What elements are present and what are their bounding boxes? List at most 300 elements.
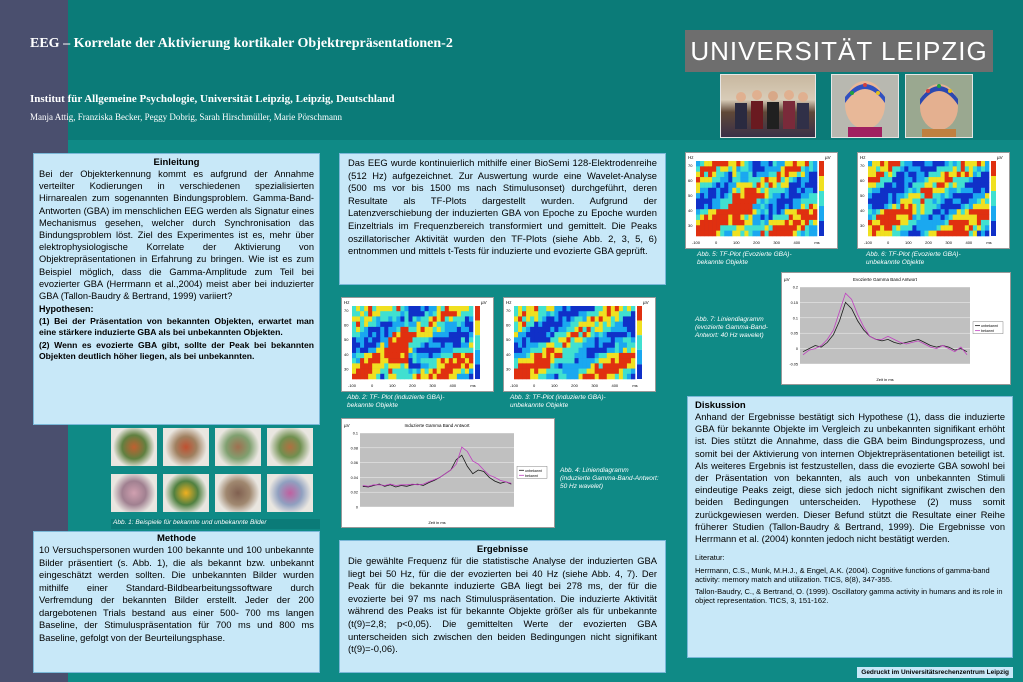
tf-cell: [575, 316, 579, 322]
tf-cell: [949, 199, 953, 205]
tf-ytick: 40: [506, 351, 511, 357]
tf-cell: [801, 220, 805, 226]
tf-cell: [892, 182, 896, 188]
tf-cell: [599, 311, 603, 317]
tf-cell: [392, 358, 396, 364]
tf-colorbar-step: [475, 350, 480, 365]
tf-cell: [736, 188, 740, 194]
tf-cell: [433, 343, 437, 349]
tf-cell: [797, 161, 801, 167]
tf-cell: [929, 161, 933, 167]
tf-cell: [603, 343, 607, 349]
tf-cell: [872, 199, 876, 205]
tf-cell: [892, 209, 896, 215]
tf-cell: [364, 369, 368, 375]
tf-cell: [704, 172, 708, 178]
tf-cell: [965, 166, 969, 172]
tf-cell: [793, 220, 797, 226]
tf-cell: [892, 166, 896, 172]
tf-cell: [704, 188, 708, 194]
tf-cell: [949, 215, 953, 221]
tf-cell: [425, 332, 429, 338]
tf-cell: [785, 225, 789, 231]
tf-cell: [813, 172, 817, 178]
tf-cell: [429, 322, 433, 328]
tf-cell: [372, 353, 376, 359]
tf-cell: [933, 215, 937, 221]
tf-cell: [591, 311, 595, 317]
tf-cell: [356, 353, 360, 359]
tf-cell: [720, 188, 724, 194]
tf-cell: [813, 188, 817, 194]
tf-cell: [408, 353, 412, 359]
tf-cell: [769, 166, 773, 172]
chart-ytick: 0.02: [350, 490, 358, 495]
tf-cell: [570, 332, 574, 338]
tf-cell: [728, 209, 732, 215]
tf-cell: [554, 348, 558, 354]
tf-cell: [781, 161, 785, 167]
tf-cell: [973, 161, 977, 167]
tf-cell: [413, 369, 417, 375]
tf-cell: [813, 204, 817, 210]
tf-cell: [957, 225, 961, 231]
tf-cell: [896, 182, 900, 188]
tf-cell: [396, 311, 400, 317]
tf-cell: [813, 220, 817, 226]
tf-cell: [384, 363, 388, 369]
tf-cell: [627, 348, 631, 354]
tf-cell: [945, 209, 949, 215]
tf-cell: [880, 199, 884, 205]
diskussion-title: Diskussion: [695, 400, 746, 411]
tf-cell: [900, 199, 904, 205]
tf-cell: [433, 316, 437, 322]
tf-cell: [392, 348, 396, 354]
tf-cell: [453, 348, 457, 354]
tf-cell: [522, 322, 526, 328]
tf-cell: [404, 306, 408, 312]
tf-cell: [518, 353, 522, 359]
tf-cell: [961, 209, 965, 215]
tf-colorbar-step: [819, 191, 824, 206]
chart-title: Induzierte Gamma Band Antwort: [404, 423, 470, 428]
tf-cell: [437, 306, 441, 312]
tf-cell: [457, 332, 461, 338]
tf-cell: [530, 316, 534, 322]
tf-cell: [591, 306, 595, 312]
tf-cell: [437, 358, 441, 364]
tf-cell: [421, 374, 425, 380]
tf-cell: [973, 215, 977, 221]
tf-cell: [752, 209, 756, 215]
tf-cell: [876, 225, 880, 231]
tf-cell: [868, 209, 872, 215]
tf-ytick: 60: [688, 178, 693, 183]
tf-cell: [765, 220, 769, 226]
tf-cell: [417, 374, 421, 380]
tf-cell: [445, 316, 449, 322]
tf-cell: [700, 215, 704, 221]
tf-cell: [969, 188, 973, 194]
tf-cell: [977, 204, 981, 210]
tf-cell: [587, 374, 591, 380]
tf-cell: [704, 204, 708, 210]
group-photo-figures: [721, 75, 815, 137]
tf-cell: [449, 332, 453, 338]
tf-cell: [797, 225, 801, 231]
tf-cell: [789, 209, 793, 215]
tf-cell: [929, 172, 933, 178]
tf-plot-fig5-svg: [686, 153, 837, 248]
tf-cell: [765, 182, 769, 188]
tf-cell: [724, 193, 728, 199]
tf-cell: [352, 358, 356, 364]
tf-cell: [724, 166, 728, 172]
tf-cell: [611, 337, 615, 343]
tf-cell: [429, 353, 433, 359]
tf-cell: [595, 374, 599, 380]
tf-cell: [777, 204, 781, 210]
tf-cell: [724, 231, 728, 237]
tf-cell: [352, 316, 356, 322]
tf-cell: [716, 161, 720, 167]
tf-cell: [748, 188, 752, 194]
tf-cell: [449, 374, 453, 380]
tf-cell: [941, 231, 945, 237]
tf-cell: [973, 220, 977, 226]
tf-cell: [437, 363, 441, 369]
tf-cell: [912, 177, 916, 183]
tf-cell: [888, 220, 892, 226]
tf-cell: [904, 166, 908, 172]
tf-cell: [813, 209, 817, 215]
tf-cell: [538, 374, 542, 380]
tf-cell: [465, 322, 469, 328]
tf-cell: [396, 369, 400, 375]
tf-xtick: 0: [715, 240, 718, 245]
tf-cell: [920, 172, 924, 178]
tf-cell: [627, 353, 631, 359]
tf-cell: [892, 193, 896, 199]
authors-line: Manja Attig, Franziska Becker, Peggy Dobrig, Sarah Hirschmüller, Marie Pörschmann: [30, 112, 342, 122]
tf-cell: [542, 332, 546, 338]
tf-cell: [793, 166, 797, 172]
tf-cell: [880, 166, 884, 172]
tf-cell: [973, 193, 977, 199]
tf-cell: [949, 220, 953, 226]
tf-cell: [449, 322, 453, 328]
tf-cell: [900, 215, 904, 221]
tf-cell: [595, 348, 599, 354]
tf-cell: [920, 199, 924, 205]
chart-legend: [973, 322, 1003, 334]
tf-cell: [441, 332, 445, 338]
tf-cell: [765, 193, 769, 199]
tf-cell: [591, 358, 595, 364]
tf-cell: [546, 327, 550, 333]
tf-cell: [627, 332, 631, 338]
tf-cell: [797, 193, 801, 199]
tf-cell: [797, 172, 801, 178]
tf-cell: [941, 209, 945, 215]
tf-cell: [941, 188, 945, 194]
tf-cell: [530, 348, 534, 354]
tf-cell: [522, 316, 526, 322]
chart-x-label: Zeit in ms: [876, 377, 894, 382]
tf-cell: [579, 332, 583, 338]
tf-cell: [364, 343, 368, 349]
tf-cell: [740, 220, 744, 226]
tf-cell: [558, 311, 562, 317]
reference-2: Tallon-Baudry, C., & Bertrand, O. (1999). Oscillatory gamma activity in humans and its role in object representation. TICS, 3, 151-162.: [695, 586, 1003, 606]
einleitung-title: Einleitung: [153, 157, 200, 168]
tf-cell: [916, 182, 920, 188]
tf-cell: [437, 369, 441, 375]
tf-cell: [781, 209, 785, 215]
tf-cell: [554, 311, 558, 317]
tf-cell: [352, 327, 356, 333]
tf-cell: [732, 209, 736, 215]
eeg-cap-figure-2: [906, 75, 972, 137]
tf-cell: [408, 306, 412, 312]
tf-cell: [813, 199, 817, 205]
tf-cell: [805, 182, 809, 188]
tf-cell: [908, 188, 912, 194]
tf-cell: [880, 177, 884, 183]
tf-cell: [712, 209, 716, 215]
tf-cell: [445, 353, 449, 359]
tf-cell: [360, 316, 364, 322]
tf-cell: [384, 327, 388, 333]
tf-cell: [813, 182, 817, 188]
tf-cell: [900, 231, 904, 237]
tf-cell: [607, 322, 611, 328]
tf-cell: [708, 204, 712, 210]
tf-cell: [924, 193, 928, 199]
tf-cell: [441, 374, 445, 380]
tf-cell: [599, 327, 603, 333]
tf-cell: [356, 348, 360, 354]
tf-cell: [900, 177, 904, 183]
tf-cell: [957, 182, 961, 188]
tf-cell: [769, 231, 773, 237]
tf-cell: [736, 182, 740, 188]
tf-cell: [941, 215, 945, 221]
tf-cell: [627, 327, 631, 333]
tf-cell: [945, 220, 949, 226]
tf-cell: [550, 311, 554, 317]
tf-cell: [465, 332, 469, 338]
tf-cell: [453, 316, 457, 322]
tf-cell: [380, 337, 384, 343]
tf-cell: [929, 204, 933, 210]
tf-cell: [457, 322, 461, 328]
tf-cell: [421, 337, 425, 343]
tf-cell: [631, 316, 635, 322]
tf-cell: [757, 220, 761, 226]
tf-cell: [809, 220, 813, 226]
tf-cell: [550, 337, 554, 343]
tf-cell: [384, 306, 388, 312]
tf-cell: [949, 166, 953, 172]
tf-cell: [748, 166, 752, 172]
tf-cell: [554, 369, 558, 375]
tf-cell: [595, 353, 599, 359]
tf-cell: [566, 353, 570, 359]
tf-cell: [716, 225, 720, 231]
tf-cell: [558, 363, 562, 369]
tf-cell: [421, 322, 425, 328]
tf-cell: [579, 369, 583, 375]
tf-cell: [716, 172, 720, 178]
tf-cell: [736, 172, 740, 178]
tf-cell: [595, 332, 599, 338]
tf-cell: [700, 166, 704, 172]
tf-ytick: 40: [860, 208, 865, 213]
tf-cell: [404, 311, 408, 317]
tf-cell: [868, 225, 872, 231]
tf-cell: [388, 374, 392, 380]
tf-cell: [623, 322, 627, 328]
tf-cell: [953, 161, 957, 167]
tf-cell: [461, 332, 465, 338]
tf-cell: [360, 332, 364, 338]
tf-cell: [892, 220, 896, 226]
tf-cell: [708, 161, 712, 167]
tf-cell: [530, 343, 534, 349]
tf-cell: [748, 199, 752, 205]
tf-cell: [469, 322, 473, 328]
tf-cell: [562, 358, 566, 364]
tf-cell: [380, 322, 384, 328]
tf-cell: [785, 166, 789, 172]
tf-cell: [961, 231, 965, 237]
tf-cell: [372, 316, 376, 322]
tf-cell: [736, 215, 740, 221]
tf-cell: [924, 188, 928, 194]
tf-cell: [973, 182, 977, 188]
tf-cell: [623, 358, 627, 364]
tf-cell: [896, 188, 900, 194]
tf-cell: [961, 204, 965, 210]
tf-cell: [583, 363, 587, 369]
chart-y-label: µV: [784, 277, 790, 282]
diskussion-box: [687, 396, 1013, 658]
tf-cell: [396, 322, 400, 328]
tf-cell: [937, 177, 941, 183]
tf-cell: [437, 353, 441, 359]
tf-cell: [457, 348, 461, 354]
tf-cell: [437, 374, 441, 380]
tf-cell: [868, 193, 872, 199]
tf-cell: [868, 161, 872, 167]
tf-cell: [941, 177, 945, 183]
tf-cell: [809, 209, 813, 215]
tf-cell: [868, 166, 872, 172]
tf-cell: [872, 225, 876, 231]
tf-cell: [627, 306, 631, 312]
tf-cell: [809, 204, 813, 210]
tf-cell: [360, 374, 364, 380]
tf-cell: [554, 353, 558, 359]
tf-cell: [961, 172, 965, 178]
tf-cell: [957, 166, 961, 172]
chart-ytick: 0.06: [350, 461, 358, 466]
tf-cell: [453, 332, 457, 338]
tf-cell: [888, 215, 892, 221]
tf-cell: [408, 348, 412, 354]
tf-cell: [388, 311, 392, 317]
tf-cell: [981, 166, 985, 172]
tf-cell: [876, 215, 880, 221]
tf-cell: [985, 166, 989, 172]
tf-cell: [937, 204, 941, 210]
tf-cell: [413, 311, 417, 317]
tf-cell: [396, 332, 400, 338]
tf-cell: [696, 193, 700, 199]
tf-cell: [949, 231, 953, 237]
tf-cell: [708, 166, 712, 172]
tf-cell: [368, 327, 372, 333]
tf-cell: [769, 225, 773, 231]
tf-cell: [777, 225, 781, 231]
figure-1-caption-bar: [111, 519, 320, 529]
tf-cell: [896, 193, 900, 199]
tf-cell: [708, 215, 712, 221]
tf-xtick: 400: [965, 240, 973, 245]
tf-cell: [912, 204, 916, 210]
tf-cell: [777, 177, 781, 183]
tf-cell: [872, 172, 876, 178]
tf-cell: [356, 316, 360, 322]
tf-cell: [623, 353, 627, 359]
tf-cell: [437, 327, 441, 333]
tf-cell: [769, 204, 773, 210]
tf-cell: [880, 193, 884, 199]
tf-cell: [969, 225, 973, 231]
tf-cell: [579, 322, 583, 328]
tf-cell: [969, 193, 973, 199]
tf-cell: [356, 332, 360, 338]
tf-cell: [566, 322, 570, 328]
tf-cell: [550, 327, 554, 333]
tf-cell: [538, 322, 542, 328]
tf-cell: [712, 161, 716, 167]
tf-cell: [599, 363, 603, 369]
tf-cell: [904, 231, 908, 237]
tf-cell: [973, 231, 977, 237]
tf-cell: [558, 353, 562, 359]
tf-cell: [744, 177, 748, 183]
tf-cell: [761, 188, 765, 194]
tf-cell: [785, 172, 789, 178]
tf-cell: [364, 358, 368, 364]
tf-cell: [977, 177, 981, 183]
tf-cell: [360, 369, 364, 375]
stimulus-image-7: [215, 474, 261, 512]
tf-cell: [981, 209, 985, 215]
tf-cell: [793, 225, 797, 231]
tf-cell: [408, 337, 412, 343]
tf-cell: [740, 199, 744, 205]
tf-cell: [352, 353, 356, 359]
tf-cell: [603, 363, 607, 369]
tf-colorbar-step: [475, 306, 480, 321]
tf-cell: [441, 322, 445, 328]
tf-cell: [611, 311, 615, 317]
tf-cell: [603, 374, 607, 380]
